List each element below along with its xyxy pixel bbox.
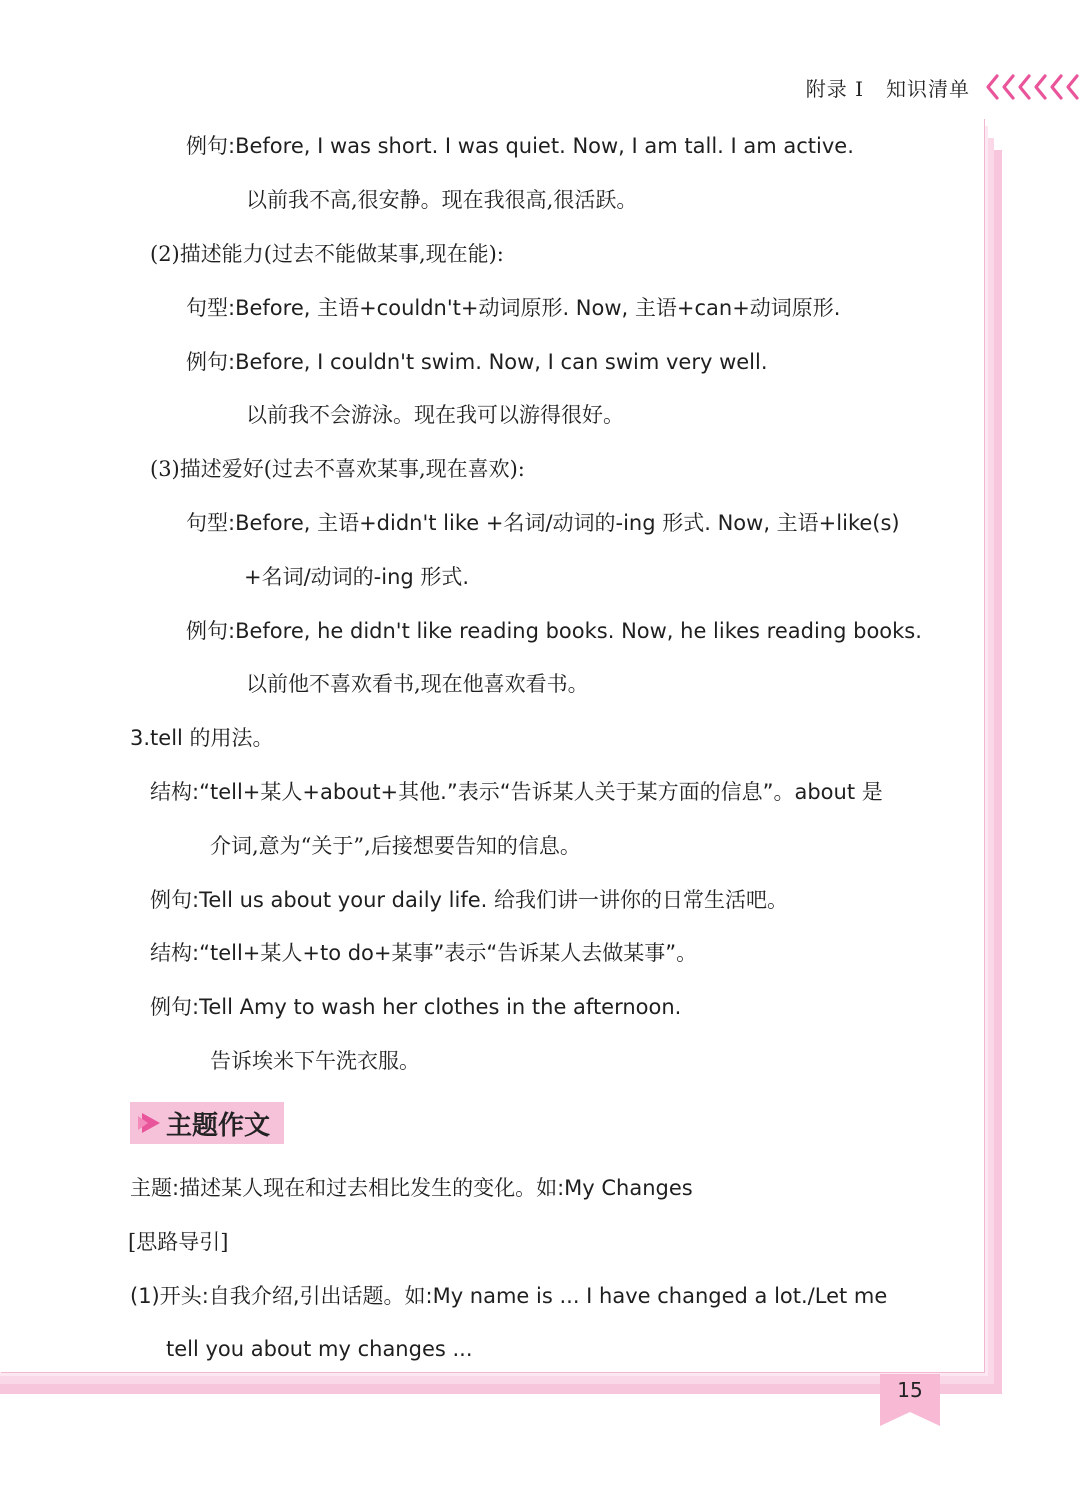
subheading-ability: (2)描述能力(过去不能做某事,现在能): <box>150 242 504 266</box>
example-translation-2: 以前我不会游泳。现在我可以游得很好。 <box>246 403 624 427</box>
page-header <box>806 70 1080 104</box>
structure-1-cont: 介词,意为“关于”,后接想要告知的信息。 <box>210 834 581 858</box>
sentence-pattern-3-cont: +名词/动词的-ing 形式. <box>244 565 470 589</box>
section-title: 主题作文 <box>166 1110 271 1141</box>
structure-2: 结构:“tell+某人+to do+某事”表示“告诉某人去做某事”。 <box>150 941 698 965</box>
heading-tell-usage: 3.tell 的用法。 <box>130 726 274 750</box>
example-sentence-3: 例句:Before, he didn't like reading books. Now, he likes reading books. <box>186 619 922 643</box>
page-number: 15 <box>897 1378 923 1402</box>
chevron-left-icon <box>1016 73 1032 101</box>
structure-1: 结构:“tell+某人+about+其他.”表示“告诉某人关于某方面的信息”。about 是 <box>150 780 883 804</box>
chevron-left-icon <box>1000 73 1016 101</box>
guide-heading: [思路导引] <box>128 1230 229 1254</box>
sentence-pattern-2: 句型:Before, 主语+couldn't+动词原形. Now, 主语+can+动词原形. <box>186 296 841 320</box>
play-triangle-icon <box>138 1111 164 1135</box>
example-sentence-2: 例句:Before, I couldn't swim. Now, I can swim very well. <box>186 350 768 374</box>
header-title <box>806 73 970 102</box>
chevron-left-icon <box>984 73 1000 101</box>
sentence-pattern-3: 句型:Before, 主语+didn't like +名词/动词的-ing 形式. Now, 主语+like(s) <box>186 511 900 535</box>
header-section-title: 知识清单 <box>886 76 970 101</box>
guide-step-1: (1)开头:自我介绍,引出话题。如:My name is ... I have changed a lot./Let me <box>130 1284 888 1308</box>
example-translation-1: 以前我不高,很安静。现在我很高,很活跃。 <box>246 188 638 212</box>
section-tag <box>130 1102 284 1144</box>
guide-step-1-cont: tell you about my changes ... <box>166 1337 473 1361</box>
chevron-left-icon <box>1048 73 1064 101</box>
example-translation-3: 以前他不喜欢看书,现在他喜欢看书。 <box>246 672 589 696</box>
chevron-left-icon <box>1064 73 1080 101</box>
example-sentence-1: 例句:Before, I was short. I was quiet. Now, I am tall. I am active. <box>186 134 854 158</box>
composition-topic: 主题:描述某人现在和过去相比发生的变化。如:My Changes <box>130 1176 693 1200</box>
example-tell-2-translation: 告诉埃米下午洗衣服。 <box>210 1049 420 1073</box>
page-number-ribbon <box>880 1374 940 1426</box>
header-appendix: 附录 I <box>805 76 864 101</box>
chevron-decoration <box>984 73 1080 101</box>
chevron-left-icon <box>1032 73 1048 101</box>
subheading-hobby: (3)描述爱好(过去不喜欢某事,现在喜欢): <box>150 457 525 481</box>
example-tell-2: 例句:Tell Amy to wash her clothes in the afternoon. <box>150 995 682 1019</box>
example-tell-1: 例句:Tell us about your daily life. 给我们讲一讲你的日常生活吧。 <box>150 888 788 912</box>
